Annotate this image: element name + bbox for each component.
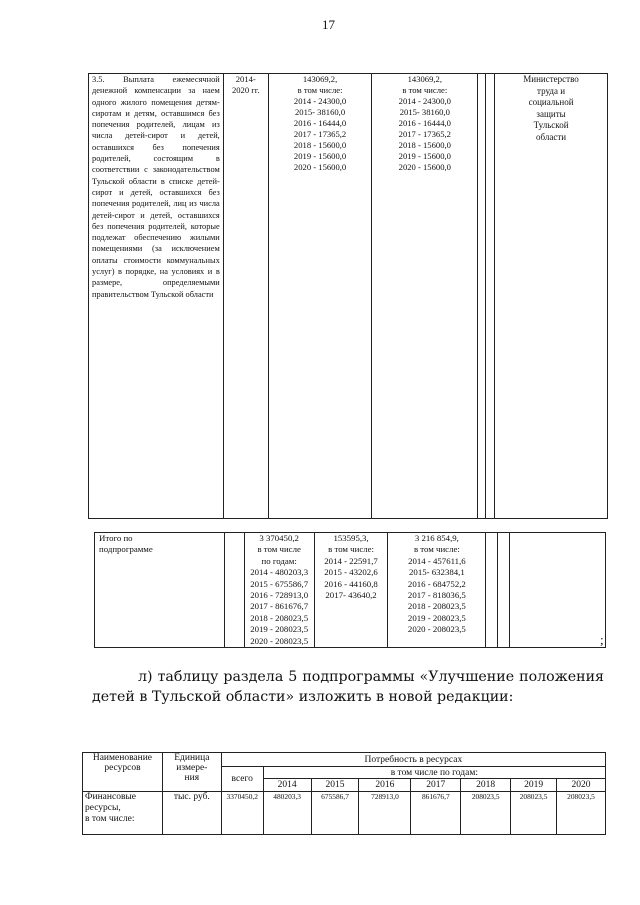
row-value: 675586,7 (311, 792, 359, 835)
measure-description: 3.5. Выплата ежемесячной денежной компенсации за наем одного жилого помещения детям-сиротам и детям, оставшимся без попечения родителей, лицам из числа детей-сирот и детей, оставшихся без попечения родителей, состоящим в соответствии с законодательством Тульской области в списке детей-сирот и детей, оставшихся без попечения родителей, лиц из числа детей-сирот и детей, оставшихся без попечения родителей, которые подлежат обеспечению жилыми помещениями (за исключением оплаты стоимости коммунальных услуг) в порядке, на условиях и в размере, определяемыми правительством Тульской области (89, 74, 224, 519)
measure-empty-col (478, 74, 486, 519)
subprogram-federal: 153595,3, в том числе: 2014 - 22591,7 2015 - 43202,6 2016 - 44160,8 2017- 43640,2 (314, 533, 388, 648)
header-need: Потребность в ресурсах (221, 753, 605, 767)
header-year: 2019 (511, 779, 557, 792)
row-value: 208023,5 (461, 792, 511, 835)
page-number: 17 (322, 17, 335, 32)
measure-regional: 143069,2, в том числе: 2014 - 24300,0 2015- 38160,0 2016 - 16444,0 2017 - 17365,2 2018 - 15600,0 2019 - 15600,0 2020 - 15600,0 (372, 74, 478, 519)
row-value: 208023,5 (511, 792, 557, 835)
row-total: 3370450,2 (221, 792, 263, 835)
measure-executor: Министерство труда и социальной защиты Тульской области (495, 74, 608, 519)
header-resource-name: Наименование ресурсов (83, 753, 163, 792)
semicolon: ; (600, 632, 604, 647)
row-value: 480203,3 (263, 792, 311, 835)
measure-table (88, 73, 608, 519)
header-year: 2016 (359, 779, 411, 792)
subprogram-empty-col (510, 533, 606, 648)
subprogram-total-table (94, 532, 606, 648)
measure-total: 143069,2, в том числе: 2014 - 24300,0 2015- 38160,0 2016 - 16444,0 2017 - 17365,2 2018 - 15600,0 2019 - 15600,0 2020 - 15600,0 (268, 74, 372, 519)
subprogram-empty-col (498, 533, 510, 648)
header-unit: Единица измере- ния (162, 753, 221, 792)
subprogram-total-amount: 3 370450,2 в том числе по годам: 2014 - 480203,3 2015 - 675586,7 2016 - 728913,0 2017 - 861676,7 2018 - 208023,5 2019 - 208023,5 2020 - 208023,5 (244, 533, 314, 648)
row-resource-name: Финансовые ресурсы, в том числе: (83, 792, 163, 835)
row-unit: тыс. руб. (162, 792, 221, 835)
row-value: 728913,0 (359, 792, 411, 835)
header-year: 2017 (411, 779, 461, 792)
header-year: 2020 (557, 779, 606, 792)
header-year: 2015 (311, 779, 359, 792)
measure-empty-col (486, 74, 495, 519)
header-year: 2014 (263, 779, 311, 792)
header-by-year: в том числе по годам: (263, 767, 605, 779)
row-value: 861676,7 (411, 792, 461, 835)
amendment-paragraph: л) таблицу раздела 5 подпрограммы «Улучшение положения детей в Тульской области» изложить в новой редакции: (92, 669, 604, 705)
resources-table (82, 752, 606, 835)
subprogram-total-label: Итого по подпрограмме (95, 533, 225, 648)
measure-period: 2014- 2020 гг. (223, 74, 268, 519)
subprogram-regional: 3 216 854,9, в том числе: 2014 - 457611,6 2015- 632384,1 2016 - 684752,2 2017 - 818036,5 2018 - 208023,5 2019 - 208023,5 2020 - 208023,5 (388, 533, 486, 648)
header-total: всего (221, 767, 263, 792)
subprogram-empty-col (486, 533, 498, 648)
row-value: 208023,5 (557, 792, 606, 835)
header-year: 2018 (461, 779, 511, 792)
subprogram-empty-col (224, 533, 244, 648)
